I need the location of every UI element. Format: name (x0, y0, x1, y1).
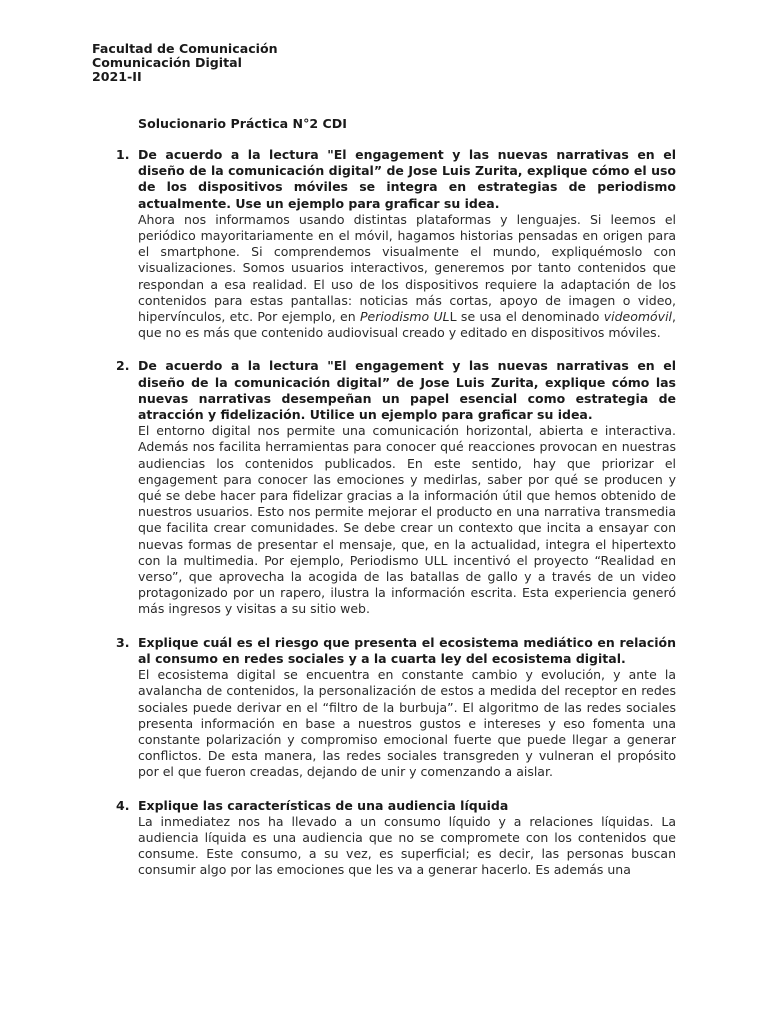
question-text: Explique las características de una audiencia líquida (138, 797, 509, 813)
question-number: 2. (116, 358, 130, 374)
question-item-2 (92, 358, 676, 617)
question-text: De acuerdo a la lectura "El engagement y las nuevas narrativas en el diseño de la comunicación digital” de Jose Luis Zurita, explique cómo el uso de los dispositivos móviles se integra en estrategias de periodismo actualmente. Use un ejemplo para graficar su idea. (138, 147, 676, 211)
question-number: 4. (116, 797, 130, 813)
answer-text: La inmediatez nos ha llevado a un consumo líquido y a relaciones líquidas. La audiencia líquida es una audiencia que no se compromete con los contenidos que consume. Este consumo, a su vez, es superficial; es decir, las personas buscan consumir algo por las emociones que les va a generar hacerlo. Es además una (138, 813, 676, 878)
document-header (92, 42, 676, 84)
question-item-1 (92, 147, 676, 341)
answer-text-part: , que no es más que contenido audiovisual creado y editado en dispositivos móviles. (138, 309, 676, 341)
course-name: Comunicación Digital (92, 55, 242, 70)
question-list (92, 147, 676, 879)
question-item-3 (92, 635, 676, 781)
question-number: 1. (116, 147, 130, 162)
document-title: Solucionario Práctica N°2 CDI (138, 116, 347, 131)
term: 2021-II (92, 69, 142, 84)
answer-emphasis: Periodismo UL (359, 309, 450, 325)
answer-text-part: L se usa el denominado (449, 309, 604, 325)
answer-text: El ecosistema digital se encuentra en constante cambio y evolución, y ante la avalancha de contenidos, la personalización de estos a medida del receptor en redes sociales puede derivar en el “filtro de la burbuja”. El algoritmo de las redes sociales presenta información en base a nuestros gustos e intereses y eso fomenta una constante polarización y compromiso emocional fuerte que puede llegar a generar conflictos. De esta manera, las redes sociales transgreden y vulneran el propósito por el que fueron creadas, dejando de unir y comenzando a aislar. (138, 667, 676, 780)
faculty-name: Facultad de Comunicación (92, 41, 278, 56)
answer-emphasis: videomóvil (603, 309, 673, 325)
question-text: De acuerdo a la lectura "El engagement y las nuevas narrativas en el diseño de la comunicación digital” de Jose Luis Zurita, explique cómo las nuevas narrativas desempeñan un papel esencial como estrategia de atracción y fidelización. Utilice un ejemplo para graficar su idea. (138, 358, 676, 423)
question-item-4 (92, 798, 676, 879)
question-number: 3. (116, 634, 130, 650)
answer-text-part: Ahora nos informamos usando distintas plataformas y lenguajes. Si leemos el periódico mayoritariamente en el móvil, hagamos historias pensadas en origen para el smartphone. Si comprendemos visualmente el mundo, expliquémoslo con visualizaciones. Somos usuarios interactivos, generemos por tanto contenidos que respondan a esa realidad. El uso de los dispositivos requiere la adaptación de los contenidos para estas pantallas: noticias más cortas, apoyo de imagen o video, hipervínculos, etc. Por ejemplo, en (138, 211, 676, 325)
question-text: Explique cuál es el riesgo que presenta el ecosistema mediático en relación al consumo en redes sociales y a la cuarta ley del ecosistema digital. (138, 634, 676, 666)
answer-text: El entorno digital nos permite una comunicación horizontal, abierta e interactiva. Además nos facilita herramientas para conocer qué reacciones provocan en nuestras audiencias los contenidos publicados. En este sentido, hay que priorizar el engagement para conocer las emociones y medirlas, saber por qué se producen y qué se debe hacer para fidelizar gracias a la información útil que hemos obtenido de nuestros usuarios. Esto nos permite mejorar el producto en una narrativa transmedia que facilita crear comunidades. Se debe crear un contexto que incita a ensayar con nuevas formas de presentar el mensaje, que, en la actualidad, integra el hipertexto con la multimedia. Por ejemplo, Periodismo ULL incentivó el proyecto “Realidad en verso”, que aprovecha la acogida de las batallas de gallo y a través de un video protagonizado por un rapero, ilustra la información escrita. Esta experiencia generó más ingresos y visitas a su sitio web. (138, 423, 676, 617)
answer-text (138, 212, 676, 342)
